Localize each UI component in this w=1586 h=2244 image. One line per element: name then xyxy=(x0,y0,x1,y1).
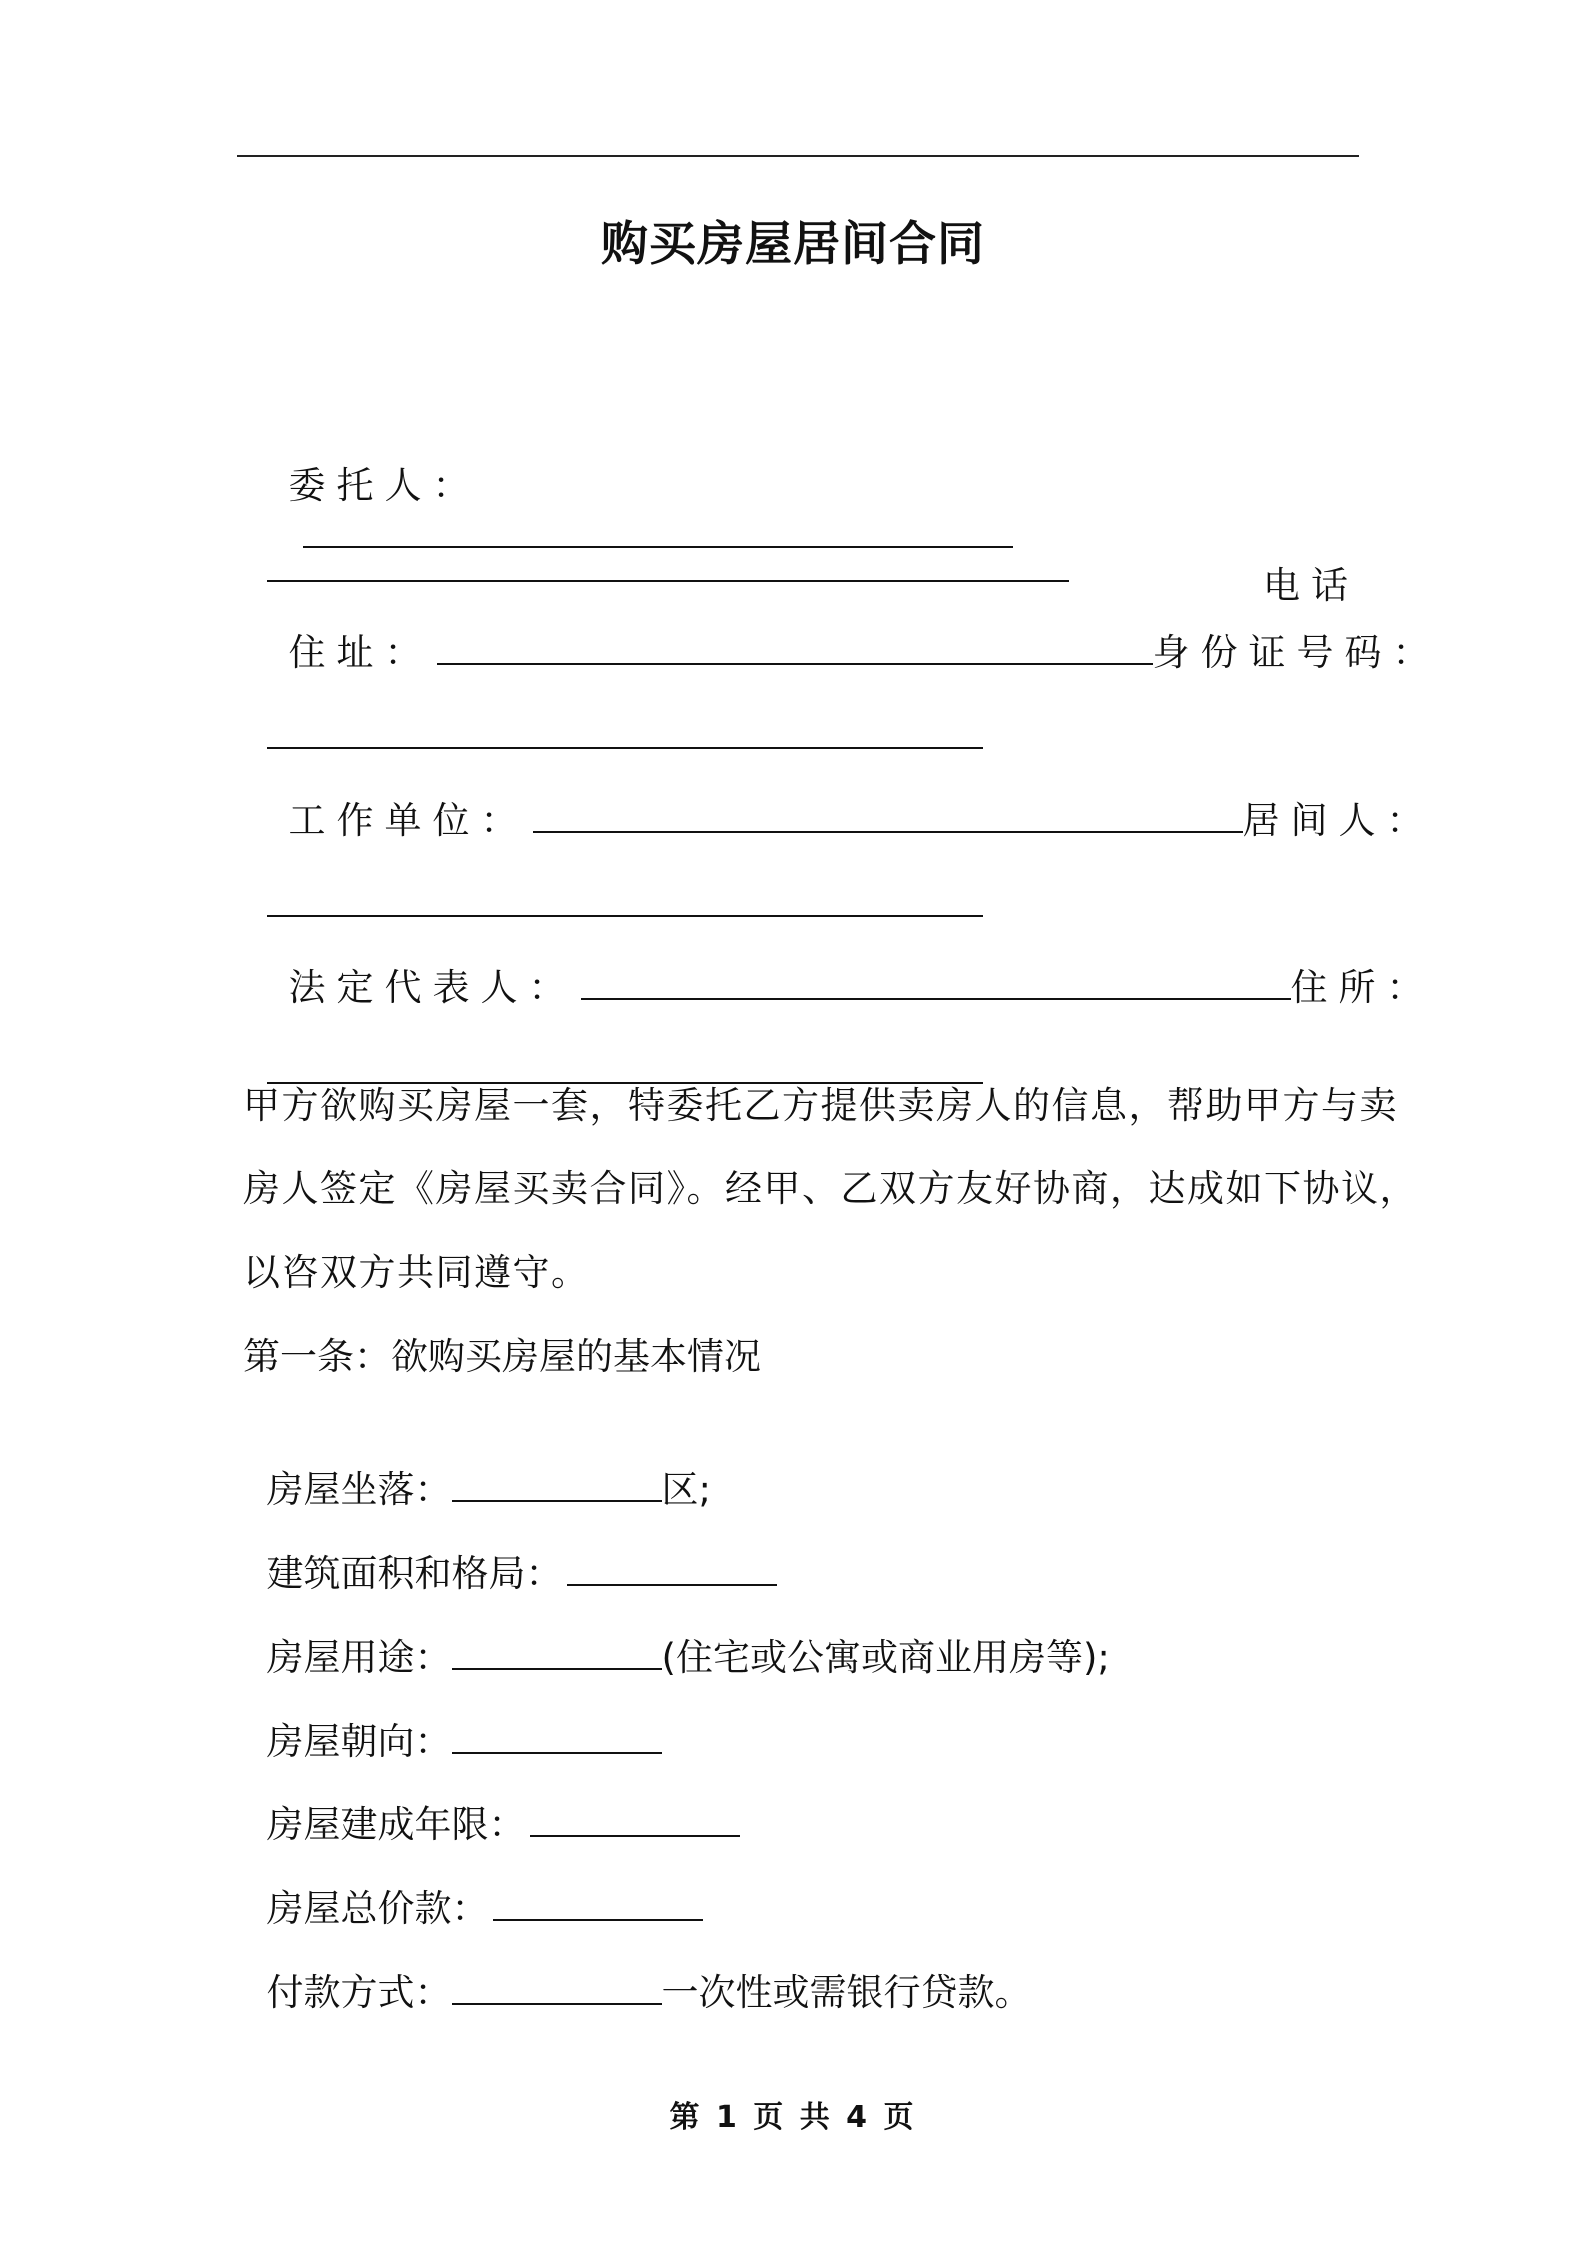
page-footer: 第 1 页 共 4 页 xyxy=(669,2100,917,2135)
location-suffix: 区; xyxy=(661,1468,711,1511)
residence-blank[interactable] xyxy=(267,1052,983,1084)
area-label: 建筑面积和格局： xyxy=(266,1552,563,1595)
price-blank[interactable] xyxy=(493,1889,703,1921)
id-number-label: 身份证号码： xyxy=(1152,631,1441,674)
legal-rep-blank[interactable] xyxy=(581,968,1291,1000)
article-1-heading: 第一条：欲购买房屋的基本情况 xyxy=(243,1335,761,1378)
age-blank[interactable] xyxy=(530,1805,740,1837)
payment-label: 付款方式： xyxy=(266,1971,452,2014)
legal-rep-label: 法定代表人： xyxy=(288,966,577,1009)
payment-suffix: 一次性或需银行贷款。 xyxy=(661,1971,1032,2014)
usage-blank[interactable] xyxy=(452,1638,662,1670)
client-phone-label: 电话 xyxy=(1263,564,1359,607)
area-blank[interactable] xyxy=(567,1554,777,1586)
payment-row xyxy=(243,1918,1032,2018)
address-label: 住址： xyxy=(288,631,433,674)
intro-line-2: 房人签定《房屋买卖合同》。经甲、乙双方友好协商，达成如下协议， xyxy=(243,1167,1418,1210)
address-blank[interactable] xyxy=(437,633,1153,665)
client-label: 委托人： xyxy=(288,464,481,507)
id-number-blank[interactable] xyxy=(267,717,983,749)
residence-label: 住所： xyxy=(1290,966,1435,1009)
employer-blank[interactable] xyxy=(533,801,1243,833)
usage-label: 房屋用途： xyxy=(266,1636,452,1679)
orientation-label: 房屋朝向： xyxy=(266,1720,452,1763)
intro-line-3: 以咨双方共同遵守。 xyxy=(243,1251,590,1294)
payment-blank[interactable] xyxy=(452,1973,662,2005)
location-label: 房屋坐落： xyxy=(266,1468,452,1511)
location-blank[interactable] xyxy=(452,1470,662,1502)
usage-suffix: (住宅或公寓或商业用房等); xyxy=(661,1636,1110,1679)
age-label: 房屋建成年限： xyxy=(266,1803,526,1846)
intro-line-1: 甲方欲购买房屋一套，特委托乙方提供卖房人的信息，帮助甲方与卖 xyxy=(243,1084,1398,1127)
agent-label: 居间人： xyxy=(1242,799,1435,842)
employer-label: 工作单位： xyxy=(288,799,529,842)
header-rule xyxy=(237,155,1359,157)
price-label: 房屋总价款： xyxy=(266,1887,489,1930)
document-title: 购买房屋居间合同 xyxy=(601,217,985,272)
